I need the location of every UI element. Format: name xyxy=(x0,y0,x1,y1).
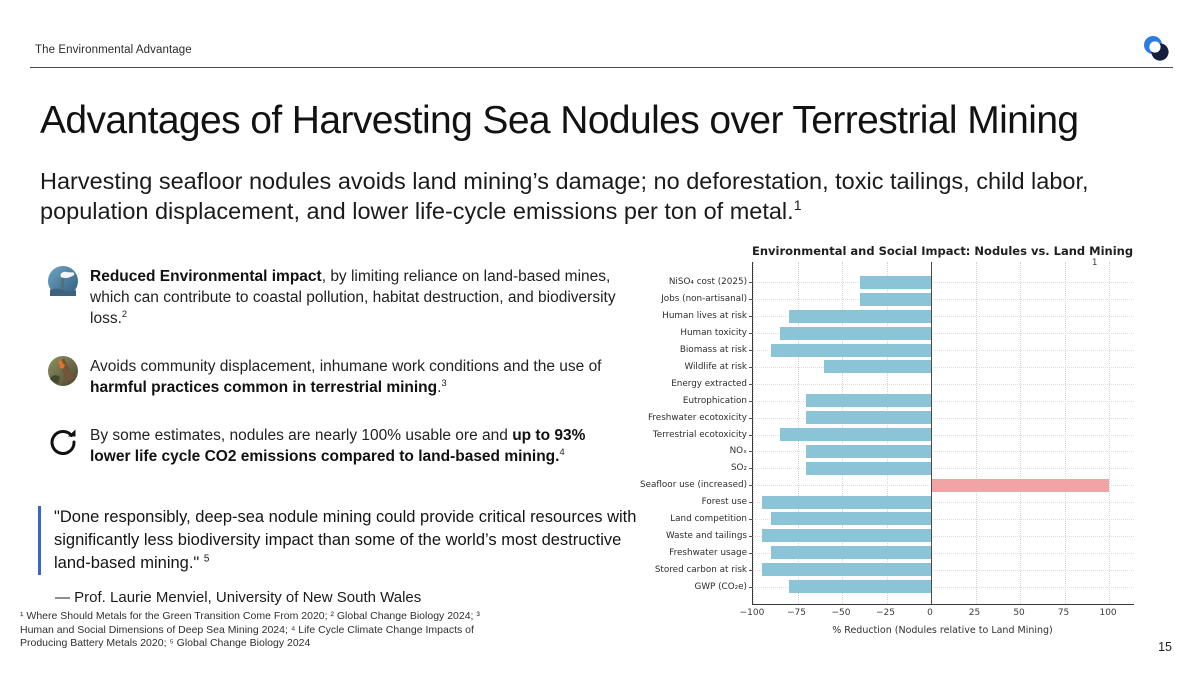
y-tick xyxy=(749,502,753,503)
chart-category-label: Human toxicity xyxy=(680,328,747,339)
x-tick-label: −50 xyxy=(831,608,851,618)
y-tick xyxy=(749,468,753,469)
y-tick xyxy=(749,519,753,520)
y-tick xyxy=(749,435,753,436)
chart-category-label: Stored carbon at risk xyxy=(654,564,747,575)
y-tick xyxy=(749,553,753,554)
y-tick xyxy=(749,587,753,588)
x-tick-label: 0 xyxy=(927,608,933,618)
subtitle: Harvesting seafloor nodules avoids land mining’s damage; no deforestation, toxic tailings, child labor, population displacement, and lower life-cycle emissions per ton of metal.$^1$ xyxy=(40,168,1089,224)
company-logo-icon xyxy=(1142,34,1172,64)
y-tick xyxy=(749,570,753,571)
chart-bar xyxy=(806,445,931,458)
y-tick xyxy=(749,316,753,317)
chart-bar xyxy=(824,360,931,373)
header-label: The Environmental Advantage xyxy=(35,44,192,56)
x-tick-label: 25 xyxy=(968,608,981,618)
chart-bar xyxy=(931,479,1109,492)
y-tick xyxy=(749,401,753,402)
chart-category-label: Energy extracted xyxy=(671,378,747,389)
page-number: 15 xyxy=(1158,640,1172,654)
cycle-arrow-icon xyxy=(48,427,78,457)
chart-category-label: Human lives at risk xyxy=(662,311,747,322)
chart-category-label: Waste and tailings xyxy=(665,530,747,541)
bullet-list xyxy=(48,266,623,494)
gridline xyxy=(753,282,1134,283)
chart-bar xyxy=(789,310,931,323)
x-tick-label: 50 xyxy=(1013,608,1025,618)
chart-category-label: Wildlife at risk xyxy=(684,361,747,372)
x-tick-label: 75 xyxy=(1057,608,1070,618)
y-tick xyxy=(749,418,753,419)
y-tick xyxy=(749,333,753,334)
y-tick xyxy=(749,485,753,486)
chart-title-superscript: 1 xyxy=(1092,258,1098,268)
chart-category-label: Biomass at risk xyxy=(679,345,747,356)
chart-category-label: Seafloor use (increased) xyxy=(640,480,747,491)
chart-plot-area xyxy=(640,262,1134,605)
footnotes: ¹ Where Should Metals for the Green Transition Come From 2020; ² Global Change Biology 2024; ³ Human and Social Dimensions of Deep Sea Mining 2024; ⁴ Life Cycle Climate Change Impacts of Producing Battery Metals 2020; ⁵ Global Change Biology 2024 xyxy=(20,610,480,649)
chart-category-label: Terrestrial ecotoxicity xyxy=(652,429,747,440)
gridline xyxy=(753,384,1134,385)
chart-category-label: Jobs (non-artisanal) xyxy=(661,294,747,305)
y-tick xyxy=(749,451,753,452)
x-tick-label: 100 xyxy=(1099,608,1117,618)
x-tick-label: −100 xyxy=(739,608,765,618)
x-tick-label: −25 xyxy=(876,608,896,618)
y-tick xyxy=(749,367,753,368)
chart-bar xyxy=(806,394,931,407)
chart-bar xyxy=(860,293,931,306)
chart-bar xyxy=(762,496,931,509)
chart-bar xyxy=(762,563,931,576)
chart-category-label: NOₓ xyxy=(729,446,747,457)
bullet-item-emissions xyxy=(48,425,623,467)
bullet-item-community xyxy=(48,356,623,398)
gridline xyxy=(753,299,1134,300)
chart-bar xyxy=(780,327,931,340)
chart-bar xyxy=(771,546,931,559)
chart-bar xyxy=(771,512,931,525)
zero-axis-line xyxy=(931,262,932,604)
logging-worker-photo-icon xyxy=(48,356,78,386)
y-tick xyxy=(749,282,753,283)
bullet-text: Reduced Environmental impact, by limiting reliance on land-based mines, which can contribute to coastal pollution, habitat destruction, and biodiversity loss.$^2$ xyxy=(90,268,616,327)
y-tick xyxy=(749,384,753,385)
chart-bar xyxy=(762,529,931,542)
chart-title: Environmental and Social Impact: Nodules vs. Land Mining xyxy=(752,244,1134,258)
chart-category-label: GWP (CO₂e) xyxy=(694,581,747,592)
chart-bar xyxy=(780,428,931,441)
quote-attribution: — Prof. Laurie Menviel, University of New South Wales xyxy=(55,589,422,606)
chart-category-label: SO₂ xyxy=(730,463,747,474)
x-tick-label: −75 xyxy=(787,608,806,618)
bullet-text: Avoids community displacement, inhumane work conditions and the use of harmful practices common in terrestrial mining.$^3$ xyxy=(90,358,602,396)
chart-category-label: Freshwater ecotoxicity xyxy=(647,412,747,423)
chart-bar xyxy=(806,411,931,424)
chart-category-label: Freshwater usage xyxy=(669,547,747,558)
gridline xyxy=(753,367,1134,368)
chart-bar xyxy=(771,344,931,357)
chart-category-label: NiSO₄ cost (2025) xyxy=(668,277,747,288)
impact-bar-chart xyxy=(640,242,1160,642)
chart-bar xyxy=(806,462,931,475)
smokestack-pollution-photo-icon xyxy=(48,266,78,296)
bullet-text: By some estimates, nodules are nearly 100% usable ore and up to 93% lower life cycle CO2 emissions compared to land-based mining.$^4$ xyxy=(90,427,586,465)
header-divider xyxy=(30,67,1173,68)
chart-bar xyxy=(789,580,931,593)
chart-category-label: Land competition xyxy=(670,513,747,524)
chart-x-axis-label: % Reduction (Nodules relative to Land Mining) xyxy=(832,625,1053,636)
chart-category-label: Eutrophication xyxy=(682,395,747,406)
bullet-item-environment xyxy=(48,266,623,329)
y-tick xyxy=(749,536,753,537)
quote-block xyxy=(38,506,644,575)
chart-category-label: Forest use xyxy=(701,497,747,508)
y-tick xyxy=(749,350,753,351)
page-title: Advantages of Harvesting Sea Nodules over Terrestrial Mining xyxy=(40,99,1079,142)
chart-bar xyxy=(860,276,931,289)
y-tick xyxy=(749,299,753,300)
quote-text: "Done responsibly, deep-sea nodule mining could provide critical resources with significantly less biodiversity impact than some of the world’s most destructive land-based mining." $^5$ xyxy=(54,508,637,572)
